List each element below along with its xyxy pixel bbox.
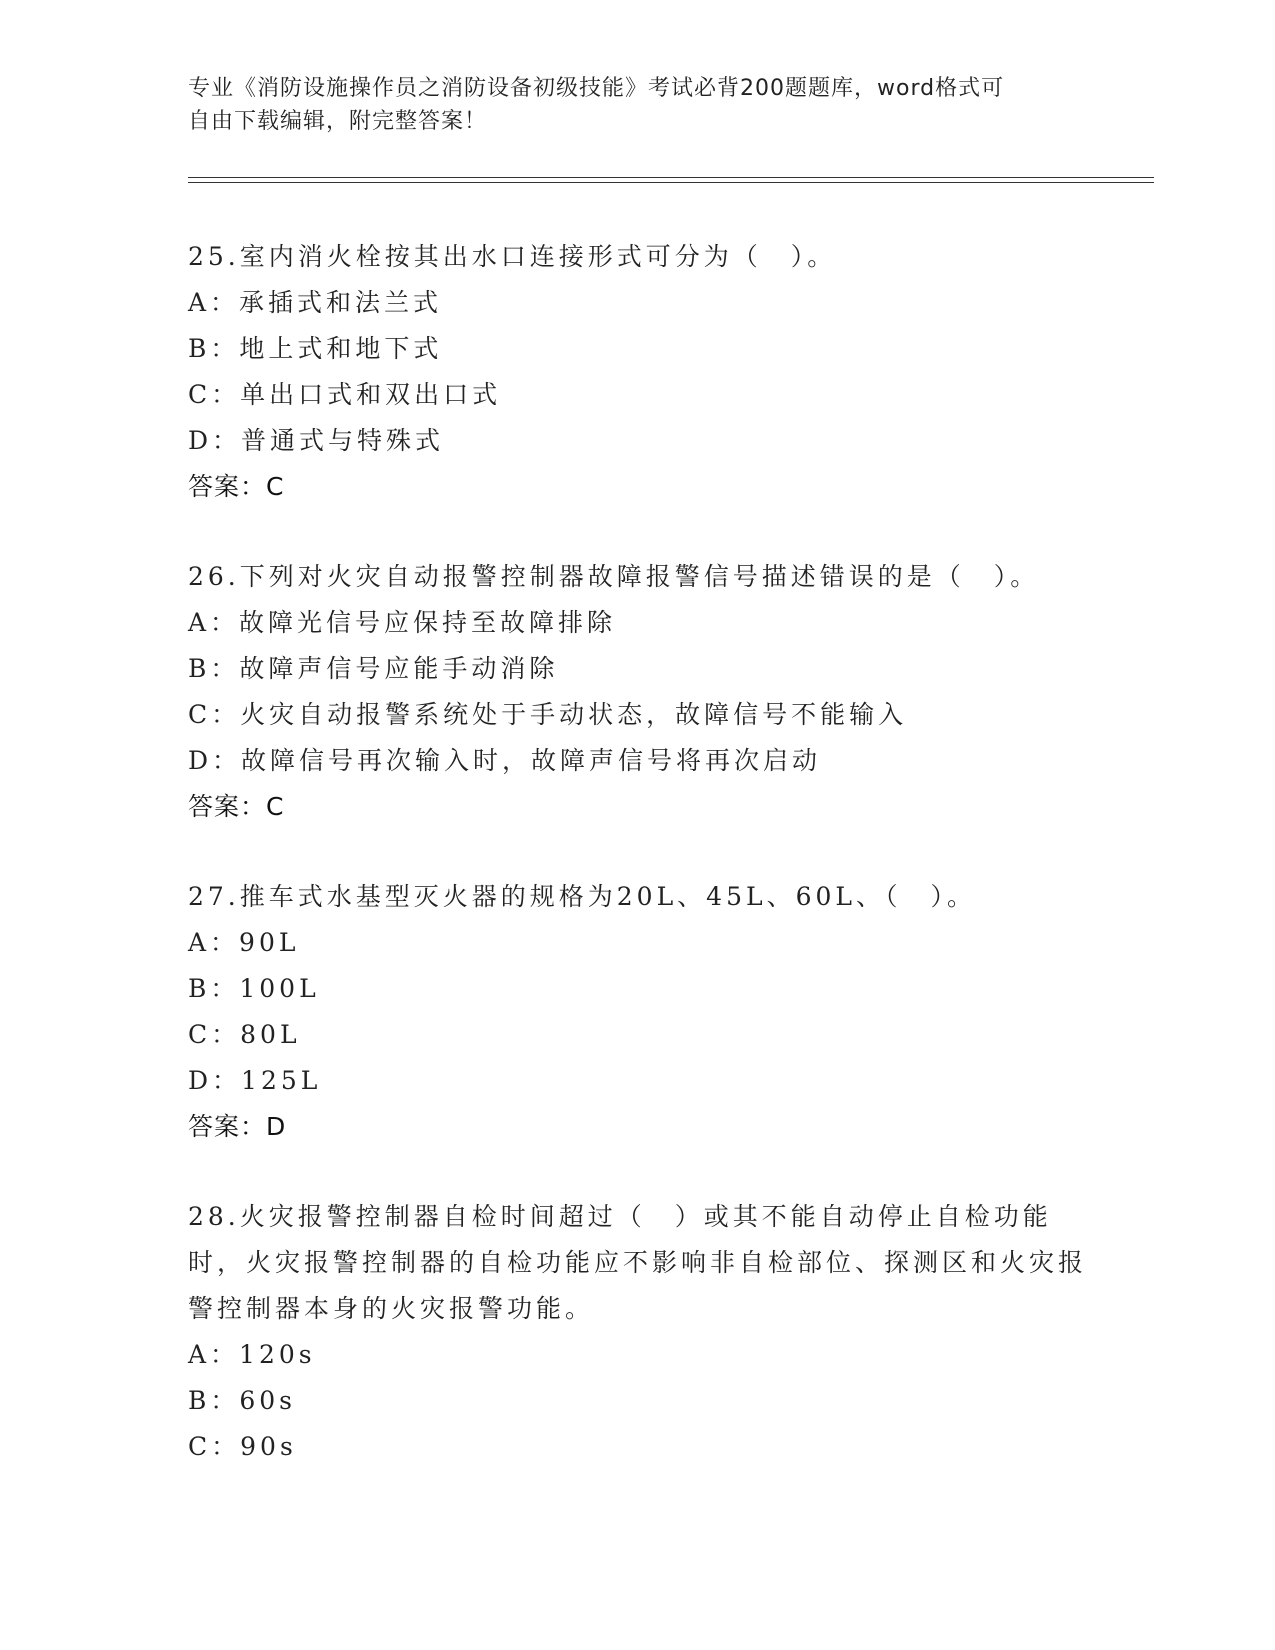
option-a: A：90L bbox=[188, 928, 300, 957]
option-b: B：故障声信号应能手动消除 bbox=[188, 654, 559, 683]
document-header bbox=[188, 72, 1088, 138]
header-line-1: 专业《消防设施操作员之消防设备初级技能》考试必背200题题库，word格式可 bbox=[188, 76, 1005, 101]
option-c: C：火灾自动报警系统处于手动状态，故障信号不能输入 bbox=[188, 700, 908, 729]
question-26 bbox=[188, 554, 1088, 830]
option-c: C：90s bbox=[188, 1432, 297, 1461]
answer-text: 答案：C bbox=[188, 792, 285, 821]
question-stem: 28.火灾报警控制器自检时间超过（ ）或其不能自动停止自检功能时，火灾报警控制器的自检功能应不影响非自检部位、探测区和火灾报警控制器本身的火灾报警功能。 bbox=[188, 1202, 1088, 1323]
answer-text: 答案：D bbox=[188, 1112, 287, 1141]
option-b: B：60s bbox=[188, 1386, 297, 1415]
option-c: C：80L bbox=[188, 1020, 301, 1049]
question-stem: 25.室内消火栓按其出水口连接形式可分为（ ）。 bbox=[188, 242, 837, 271]
option-b: B：地上式和地下式 bbox=[188, 334, 443, 363]
question-stem: 26.下列对火灾自动报警控制器故障报警信号描述错误的是（ ）。 bbox=[188, 562, 1040, 591]
header-line-2: 自由下载编辑，附完整答案！ bbox=[188, 109, 488, 134]
option-c: C：单出口式和双出口式 bbox=[188, 380, 502, 409]
header-divider-bottom bbox=[188, 182, 1154, 183]
option-d: D：普通式与特殊式 bbox=[188, 426, 445, 455]
question-28 bbox=[188, 1194, 1088, 1470]
answer-text: 答案：C bbox=[188, 472, 285, 501]
option-a: A：故障光信号应保持至故障排除 bbox=[188, 608, 617, 637]
option-a: A：承插式和法兰式 bbox=[188, 288, 443, 317]
question-25 bbox=[188, 234, 1088, 510]
option-d: D：故障信号再次输入时，故障声信号将再次启动 bbox=[188, 746, 822, 775]
option-a: A：120s bbox=[188, 1340, 316, 1369]
option-b: B：100L bbox=[188, 974, 320, 1003]
question-stem: 27.推车式水基型灭火器的规格为20L、45L、60L、（ ）。 bbox=[188, 882, 976, 911]
option-d: D：125L bbox=[188, 1066, 322, 1095]
question-27 bbox=[188, 874, 1088, 1150]
header-divider-top bbox=[188, 177, 1154, 178]
